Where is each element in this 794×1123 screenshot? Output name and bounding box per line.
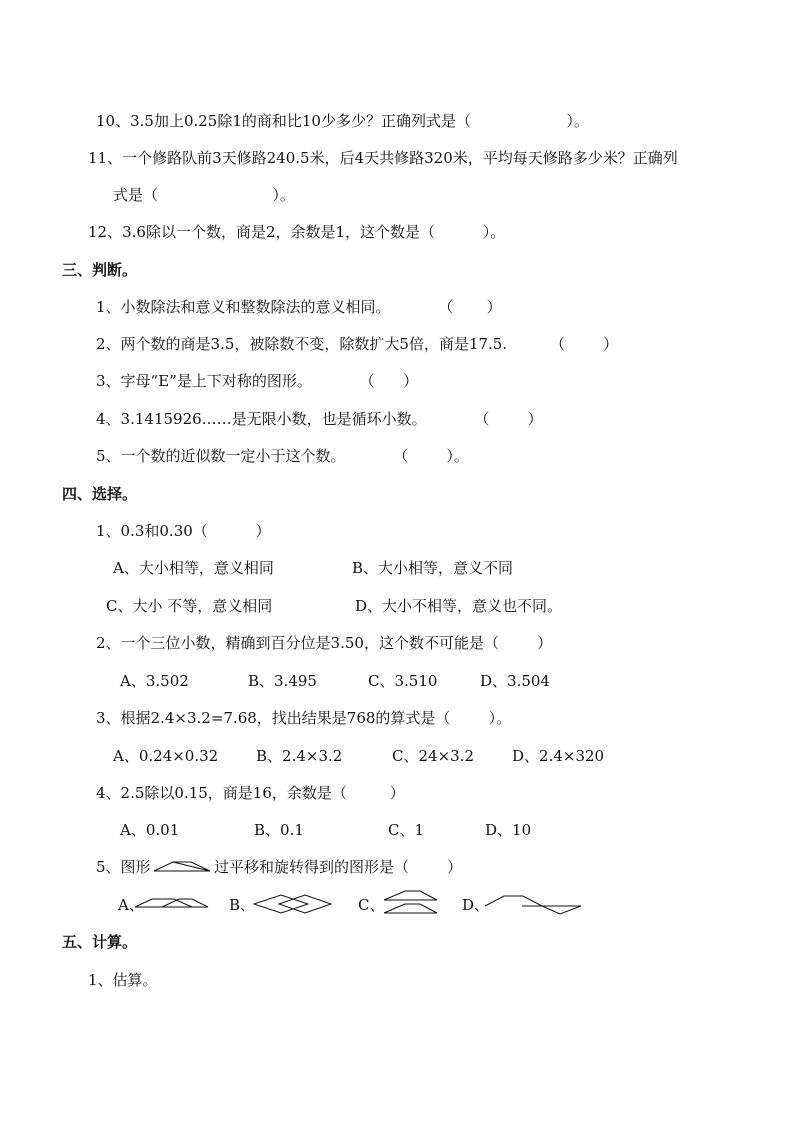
choice-3-option-c: C、24×3.2 [392,747,474,765]
option-b-figure-icon [253,893,333,915]
choice-1-option-b: B、大小相等，意义不同 [352,559,514,577]
choice-2-option-c: C、3.510 [368,672,438,690]
choice-1-option-c: C、大小 不等，意义相同 [106,597,273,615]
choice-4-option-b: B、0.1 [254,821,304,839]
choice-3-option-a: A、0.24×0.32 [113,747,219,765]
choice-5-option-d-label: D、 [462,896,490,914]
question-12: 12、3.6除以一个数，商是2，余数是1，这个数是（ ）。 [88,223,506,241]
judge-item-1: 1、小数除法和意义和整数除法的意义相同。 （ ） [96,298,502,316]
question-11-line-2: 式是（ ）。 [113,186,295,204]
choice-2-option-a: A、3.502 [120,672,189,690]
choice-5-option-b-label: B、 [229,896,256,914]
choice-4-option-d: D、10 [485,821,532,839]
option-a-figure-icon [134,894,210,914]
choice-5-option-c-label: C、 [358,896,385,914]
section-3-title: 三、判断。 [62,261,138,279]
reference-figure-icon [153,858,211,876]
choice-4-option-c: C、1 [388,821,425,839]
option-d-figure-icon [484,893,584,917]
choice-2-option-d: D、3.504 [480,672,550,690]
choice-2-option-b: B、3.495 [248,672,317,690]
choice-question-5-suffix: 过平移和旋转得到的图形是（ ） [214,858,463,876]
choice-question-1: 1、0.3和0.30（ ） [96,522,271,540]
judge-item-3: 3、字母“E”是上下对称的图形。 （ ） [96,372,419,390]
question-10: 10、3.5加上0.25除1的商和比10少多少？正确列式是（ ）。 [96,112,589,130]
choice-question-3: 3、根据2.4×3.2=7.68，找出结果是768的算式是（ ）。 [96,709,512,727]
question-11-line-1: 11、一个修路队前3天修路240.5米，后4天共修路320米，平均每天修路多少米？正确列 [88,149,678,167]
choice-3-option-b: B、2.4×3.2 [256,747,343,765]
choice-1-option-a: A、大小相等，意义相同 [113,559,274,577]
choice-question-2: 2、一个三位小数，精确到百分位是3.50，这个数不可能是（ ） [96,634,553,652]
judge-item-4: 4、3.1415926……是无限小数，也是循环小数。 （ ） [96,410,543,428]
calc-subsection-1: 1、估算。 [88,971,158,989]
choice-1-option-d: D、大小不相等，意义也不同。 [355,597,563,615]
section-5-title: 五、计算。 [62,933,138,951]
choice-4-option-a: A、0.01 [120,821,180,839]
choice-question-4: 4、2.5除以0.15，商是16，余数是（ ） [96,784,405,802]
judge-item-2: 2、两个数的商是3.5，被除数不变，除数扩大5倍，商是17.5. （ ） [96,335,619,353]
judge-item-5: 5、一个数的近似数一定小于这个数。 （ ）。 [96,447,469,465]
option-c-figure-icon [383,888,439,916]
section-4-title: 四、选择。 [62,485,138,503]
choice-question-5-prefix: 5、图形 [96,858,151,876]
choice-5-option-a-label: A、 [118,896,144,914]
choice-3-option-d: D、2.4×320 [512,747,605,765]
